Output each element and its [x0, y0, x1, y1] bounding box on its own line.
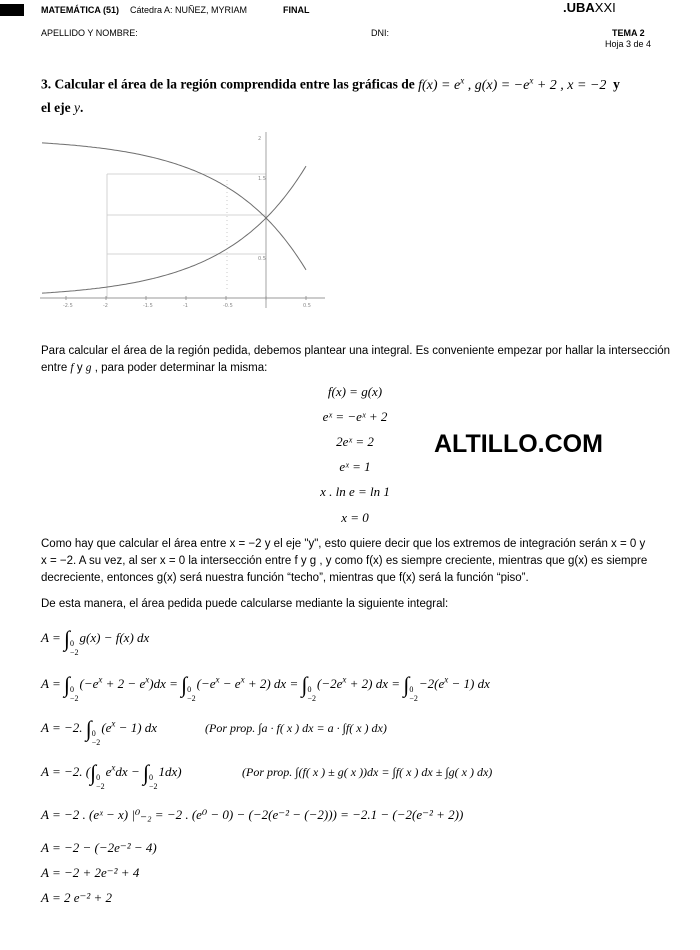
property-note-1: (Por prop. ∫a · f( x ) dx = a · ∫f( x ) dx) — [205, 721, 387, 735]
problem-statement: 3. Calcular el área de la región comprendida entre las gráficas de $f(x) = e^x$ , $g(x) = -e^x + 2$ , x = −2 y — [41, 75, 620, 93]
integral-line-4: A = −2. (∫ 0 −2 $e^xdx$ − ∫ 0 −2 1dx) — [41, 760, 182, 791]
graph-gridlines — [107, 174, 266, 298]
equation-3: 2eˣ = 2 — [336, 434, 374, 449]
x-tick-label: -1 — [183, 303, 188, 309]
x-tick-label: -1.5 — [143, 303, 153, 309]
altillo-watermark: ALTILLO.COM — [434, 430, 603, 458]
x-tick-label: -2.5 — [63, 303, 73, 309]
x-tick-label: -2 — [103, 303, 108, 309]
integral-line-2: A = ∫ 0 −2 $(-e^x + 2 - e^x)dx$ = ∫ 0 −2 $(-e^x - e^x + 2)$ dx = ∫ 0 −2 $(-2e^x + 2)$ dx = ∫ 0 −2 $-2(e^x - 1)$ dx — [41, 672, 490, 703]
sheet-number: Hoja 3 de 4 — [605, 39, 652, 49]
final-result: A = 2 e⁻² + 2 — [41, 890, 113, 905]
name-label: APELLIDO Y NOMBRE: — [41, 28, 138, 38]
equation-1: f(x) = g(x) — [327, 384, 383, 399]
equation-5: x . ln e = ln 1 — [320, 484, 390, 499]
problem-statement-line2: el eje y. — [41, 100, 84, 115]
y-tick-label: 0.5 — [258, 256, 266, 262]
uba-logo: .UBAXXI — [563, 0, 616, 15]
y-tick-label: 1.5 — [258, 176, 266, 182]
paragraph-integral-intro: De esta manera, el área pedida puede calcularse mediante la siguiente integral: — [41, 598, 449, 610]
chair-name: Cátedra A: NUÑEZ, MYRIAM — [130, 5, 248, 15]
evaluation-line: A = −2 . (eˣ − x) |⁰₋₂ = −2 . (e⁰ − 0) − (−2(e⁻² − (−2))) = −2.1 − (−2(e⁻² + 2)) — [41, 807, 464, 822]
paragraph-intro: Para calcular el área de la región pedida, debemos plantear una integral. Es conveniente empezar por hallar la intersección entre f y g , para poder determinar la misma: — [41, 345, 671, 374]
integral-line-1: A = ∫ 0 −2 g(x) − f(x) dx — [41, 626, 150, 657]
x-tick-label: 0.5 — [303, 303, 311, 309]
result-line-1: A = −2 − (−2e⁻² − 4) — [41, 840, 157, 855]
x-tick-label: -0.5 — [223, 303, 233, 309]
property-note-2: (Por prop. ∫(f( x ) ± g( x ))dx = ∫f( x ) dx ± ∫g( x ) dx) — [242, 765, 493, 779]
tema-label: TEMA 2 — [612, 28, 645, 38]
paragraph-limits: Como hay que calcular el área entre x = −2 y el eje "y", esto quiere decir que los extremos de integración serán x = 0 y x = −2. A su vez, al ser x = 0 la intersección entre f y g , y como f(x) es siempre creciente, mientras que g(x) es siempre decreciente, entonces g(x) será nuestra función “techo”, mientras que f(x) será la función “piso”. — [41, 538, 648, 584]
integral-line-3: A = −2. ∫ 0 −2 $(e^x - 1)$ dx — [41, 716, 158, 747]
y-tick-label: 2 — [258, 136, 262, 142]
course-name: MATEMÁTICA (51) — [41, 5, 119, 15]
dni-label: DNI: — [371, 28, 389, 38]
header-black-tab — [0, 4, 24, 16]
result-line-2: A = −2 + 2e⁻² + 4 — [41, 865, 140, 880]
function-graph — [40, 130, 325, 310]
exam-type: FINAL — [283, 5, 310, 15]
equation-4: eˣ = 1 — [339, 459, 371, 474]
equation-6: x = 0 — [341, 510, 369, 525]
equation-2: eˣ = −eˣ + 2 — [322, 409, 388, 424]
